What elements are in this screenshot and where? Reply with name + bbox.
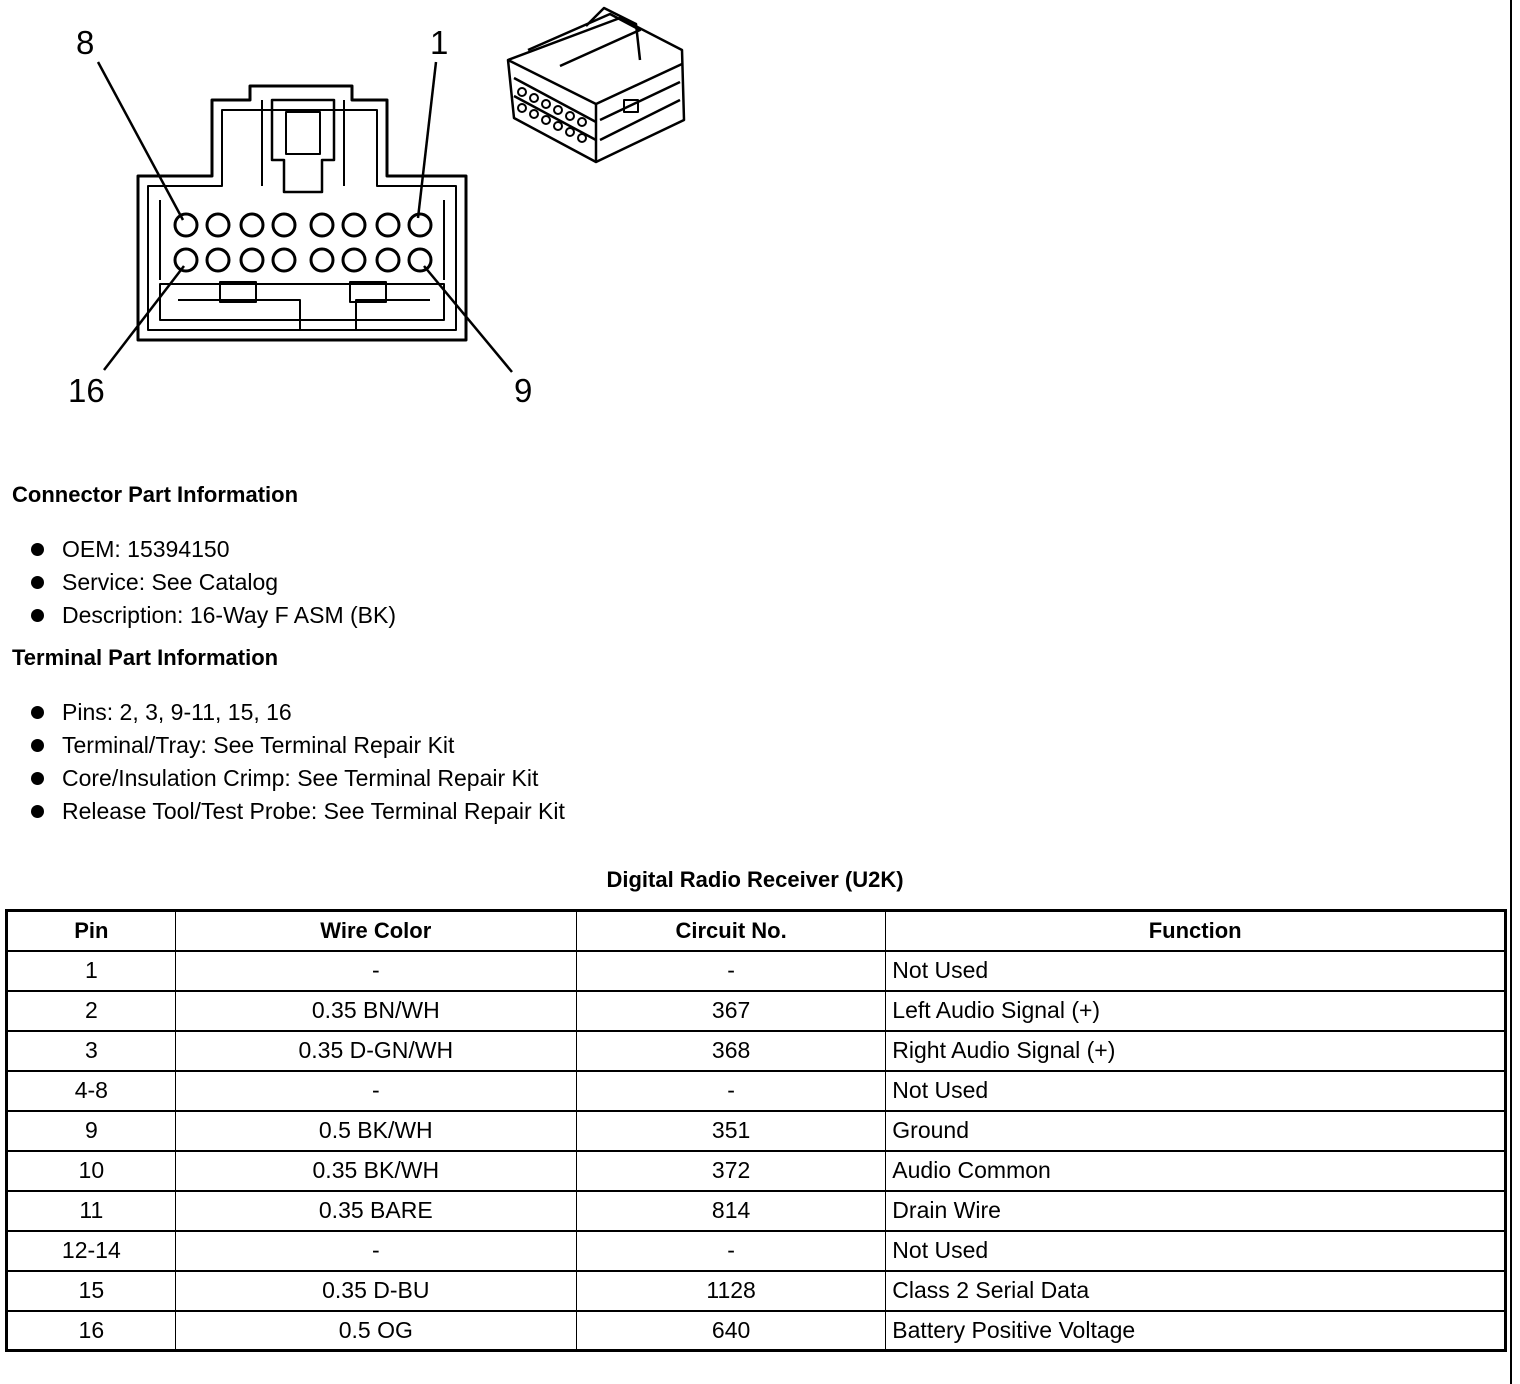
cell-function: Audio Common (886, 1151, 1506, 1191)
cell-circuit-no: 1128 (576, 1271, 885, 1311)
cell-pin: 1 (7, 951, 176, 991)
table-row (7, 1071, 1506, 1111)
cell-circuit-no: 372 (576, 1151, 885, 1191)
cavity-row-top (175, 214, 431, 236)
list-item: Description: 16-Way F ASM (BK) (28, 599, 396, 632)
table-title: Digital Radio Receiver (U2K) (606, 867, 904, 892)
header-circuit-no: Circuit No. (576, 911, 885, 951)
connector-latch (272, 100, 334, 192)
connector-info-list (28, 533, 396, 632)
pin-label-8: 8 (76, 24, 95, 61)
table-row (7, 1271, 1506, 1311)
header-function: Function (886, 911, 1506, 951)
table-row (7, 1111, 1506, 1151)
header-pin: Pin (7, 911, 176, 951)
cell-circuit-no: - (576, 1231, 885, 1271)
cell-wire-color: 0.5 OG (175, 1311, 576, 1351)
cell-circuit-no: 368 (576, 1031, 885, 1071)
table-row (7, 991, 1506, 1031)
cell-wire-color: 0.5 BK/WH (175, 1111, 576, 1151)
pin-label-9: 9 (514, 372, 533, 409)
list-item: OEM: 15394150 (28, 533, 396, 566)
cell-circuit-no: 640 (576, 1311, 885, 1351)
cell-function: Ground (886, 1111, 1506, 1151)
table-row (7, 1031, 1506, 1071)
cell-function: Right Audio Signal (+) (886, 1031, 1506, 1071)
cell-pin: 10 (7, 1151, 176, 1191)
pin-label-1: 1 (430, 24, 449, 61)
cell-wire-color: 0.35 BK/WH (175, 1151, 576, 1191)
cell-pin: 15 (7, 1271, 176, 1311)
list-item: Pins: 2, 3, 9-11, 15, 16 (28, 696, 565, 729)
cell-function: Not Used (886, 1071, 1506, 1111)
cell-pin: 12-14 (7, 1231, 176, 1271)
connector-skirt (160, 284, 444, 320)
connector-diagram (0, 0, 700, 420)
list-item: Service: See Catalog (28, 566, 396, 599)
connector-isometric-view (508, 8, 684, 162)
cell-function: Left Audio Signal (+) (886, 991, 1506, 1031)
cell-function: Not Used (886, 951, 1506, 991)
table-header-row (7, 911, 1506, 951)
cell-wire-color: - (175, 1071, 576, 1111)
cell-circuit-no: 814 (576, 1191, 885, 1231)
terminal-info-list (28, 696, 565, 828)
cell-pin: 2 (7, 991, 176, 1031)
cell-wire-color: - (175, 951, 576, 991)
list-item: Release Tool/Test Probe: See Terminal Repair Kit (28, 795, 565, 828)
cell-wire-color: 0.35 BARE (175, 1191, 576, 1231)
cell-pin: 4-8 (7, 1071, 176, 1111)
table-row (7, 1191, 1506, 1231)
cell-circuit-no: 367 (576, 991, 885, 1031)
cell-circuit-no: - (576, 951, 885, 991)
cell-pin: 16 (7, 1311, 176, 1351)
pinout-table (5, 909, 1507, 1352)
cell-function: Class 2 Serial Data (886, 1271, 1506, 1311)
cell-pin: 3 (7, 1031, 176, 1071)
cell-pin: 9 (7, 1111, 176, 1151)
header-wire-color: Wire Color (175, 911, 576, 951)
cell-circuit-no: - (576, 1071, 885, 1111)
table-row (7, 1311, 1506, 1351)
table-row (7, 951, 1506, 991)
cell-function: Battery Positive Voltage (886, 1311, 1506, 1351)
pin-label-16: 16 (68, 372, 105, 409)
list-item: Core/Insulation Crimp: See Terminal Repair Kit (28, 762, 565, 795)
cell-function: Drain Wire (886, 1191, 1506, 1231)
cell-circuit-no: 351 (576, 1111, 885, 1151)
table-row (7, 1231, 1506, 1271)
page-right-border (1510, 0, 1512, 1384)
cell-wire-color: 0.35 BN/WH (175, 991, 576, 1031)
terminal-info-heading: Terminal Part Information (12, 645, 279, 670)
cell-wire-color: - (175, 1231, 576, 1271)
table-row (7, 1151, 1506, 1191)
cell-wire-color: 0.35 D-BU (175, 1271, 576, 1311)
cell-pin: 11 (7, 1191, 176, 1231)
cell-function: Not Used (886, 1231, 1506, 1271)
list-item: Terminal/Tray: See Terminal Repair Kit (28, 729, 565, 762)
cell-wire-color: 0.35 D-GN/WH (175, 1031, 576, 1071)
connector-info-heading: Connector Part Information (12, 482, 299, 507)
cavity-row-bottom (175, 249, 431, 271)
